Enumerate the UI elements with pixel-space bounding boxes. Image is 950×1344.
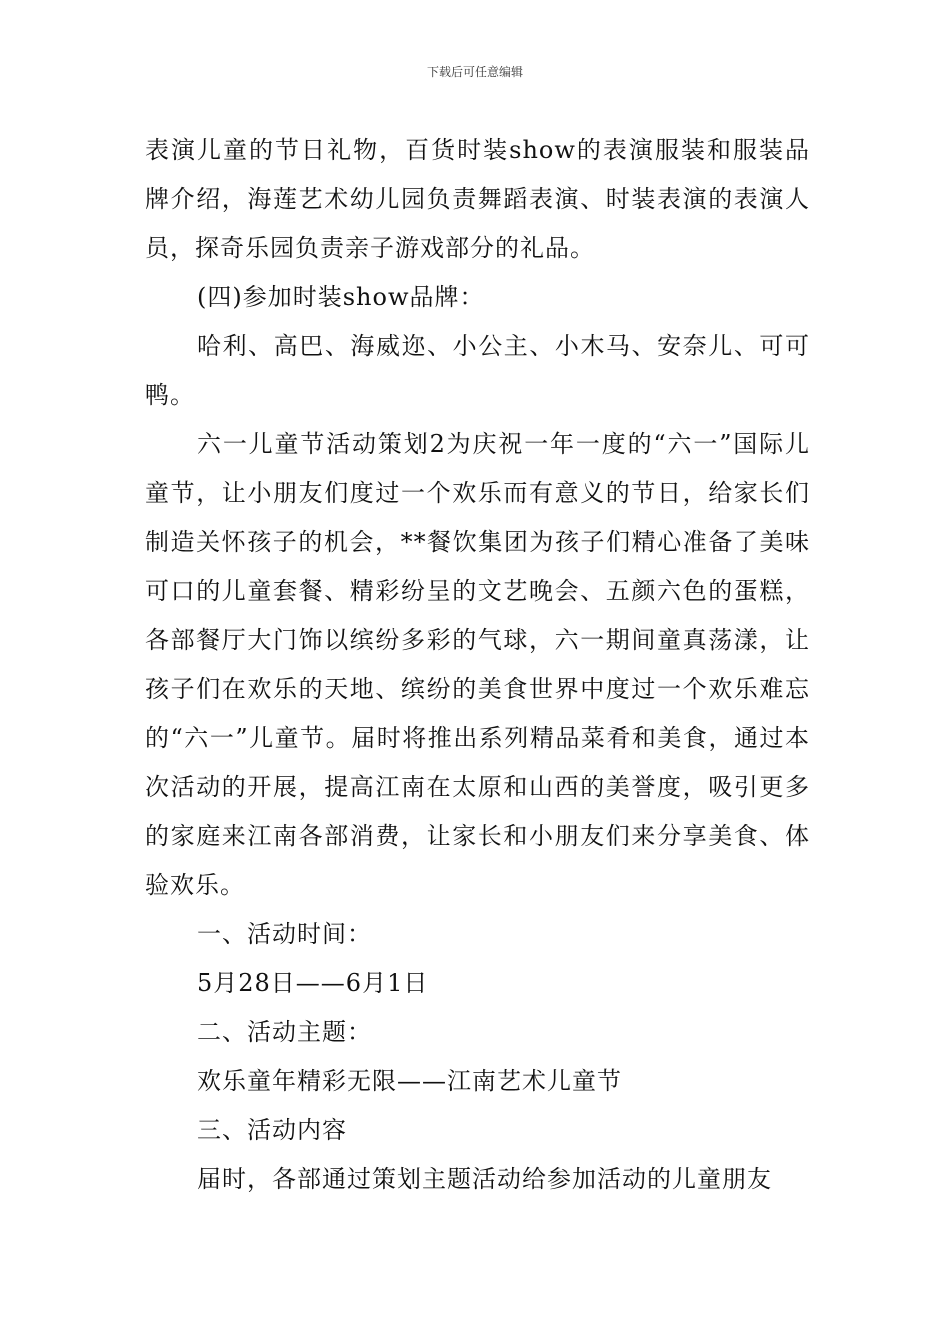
paragraph-brands-list: 哈利、高巴、海威迩、小公主、小木马、安奈儿、可可鸭。 bbox=[145, 332, 810, 409]
section-heading-content: 三、活动内容 bbox=[197, 1116, 347, 1144]
paragraph-theme-value: 欢乐童年精彩无限——江南艺术儿童节 bbox=[197, 1067, 622, 1095]
section-heading-theme: 二、活动主题： bbox=[197, 1018, 372, 1046]
paragraph-time-value: 5月28日——6月1日 bbox=[197, 969, 429, 997]
paragraph-plan-2-intro: 六一儿童节活动策划2为庆祝一年一度的“六一”国际儿童节，让小朋友们度过一个欢乐而有意义的节日，给家长们制造关怀孩子的机会，**餐饮集团为孩子们精心准备了美味可口的儿童套餐、精彩纷呈的文艺晚会、五颜六色的蛋糕，各部餐厅大门饰以缤纷多彩的气球，六一期间童真荡漾，让孩子们在欢乐的天地、缤纷的美食世界中度过一个欢乐难忘的“六一”儿童节。届时将推出系列精品菜肴和美食，通过本次活动的开展，提高江南在太原和山西的美誉度，吸引更多的家庭来江南各部消费，让家长和小朋友们来分享美食、体验欢乐。 bbox=[145, 430, 810, 899]
section-heading-time: 一、活动时间： bbox=[197, 920, 372, 948]
paragraph-gifts: 表演儿童的节日礼物，百货时装show的表演服装和服装品牌介绍，海莲艺术幼儿园负责舞蹈表演、时装表演的表演人员，探奇乐园负责亲子游戏部分的礼品。 bbox=[145, 136, 810, 262]
paragraph-brands-heading: (四)参加时装show品牌： bbox=[197, 283, 485, 311]
paragraph-content-start: 届时，各部通过策划主题活动给参加活动的儿童朋友 bbox=[197, 1165, 772, 1193]
document-body bbox=[145, 126, 810, 1204]
page-header: 下载后可任意编辑 bbox=[426, 65, 523, 79]
